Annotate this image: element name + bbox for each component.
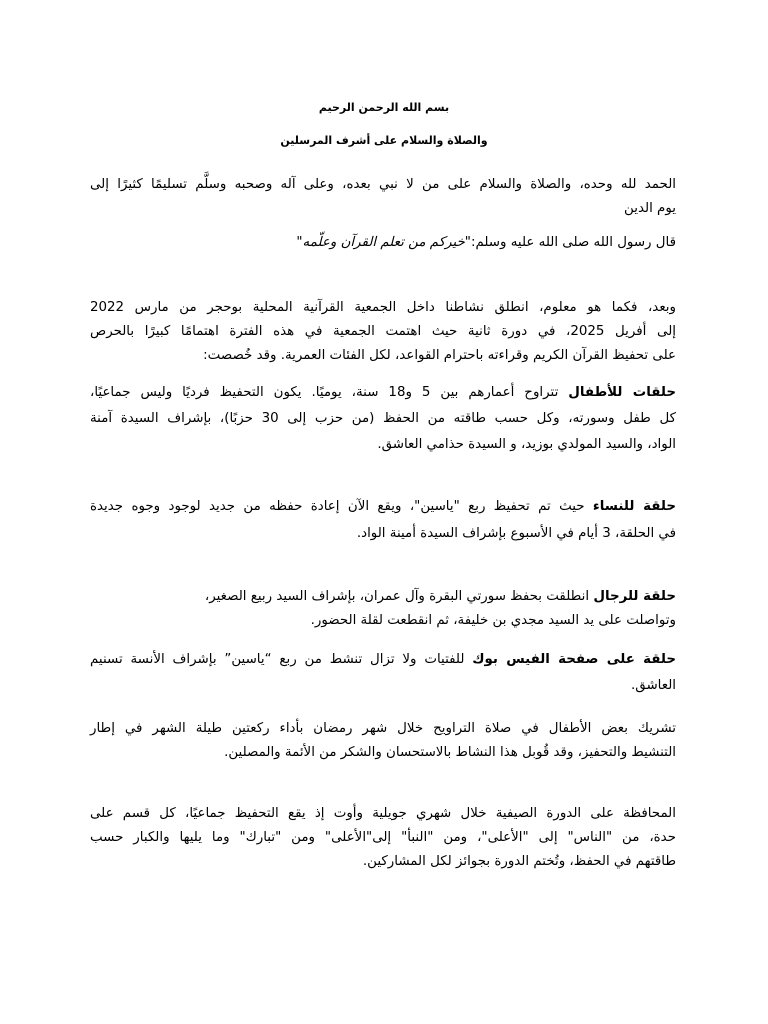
hadith-quote: "خيركم من تعلم القرآن وعلّمه" (296, 235, 471, 250)
facebook-title: حلقة على صفحة الفيس بوك (472, 652, 676, 667)
hamd-line-1: الحمد لله وحده، والصلاة والسلام على من لا نبي بعده، وعلى آله وصحبه وسلَّم تسليمًا كثيرًا إلى (90, 177, 676, 192)
intro-line-1: وبعد، فكما هو معلوم، انطلق نشاطنا داخل الجمعية القرآنية المحلية بوحجر من مارس 2022 (90, 300, 676, 315)
men-text-1: انطلقت بحفظ سورتي البقرة وآل عمران، بإشراف السيد ربيع الصغير، (204, 589, 594, 604)
children-line-3: الواد، والسيد المولدي بوزيد، و السيدة حذامي العاشق. (377, 437, 676, 452)
children-line-1 (90, 383, 676, 403)
facebook-text-1: للفتيات ولا تزال تنشط من ربع “ياسين” بإشراف الأنسة تسنيم (90, 652, 473, 667)
facebook-line-2: العاشق. (631, 678, 676, 693)
women-text-1: حيث تم تحفيظ ربع "ياسين"، ويقع الآن إعادة حفظه من جديد لوجود وجوه جديدة (90, 499, 593, 514)
children-text-1: تتراوح أعمارهم بين 5 و18 سنة، يوميًا. يكون التحفيظ فرديًا وليس جماعيًا، (90, 385, 569, 400)
men-line-2: وتواصلت على يد السيد مجدي بن خليفة، ثم انقطعت لقلة الحضور. (310, 613, 676, 628)
women-line-1 (90, 497, 676, 517)
summer-line-3: طاقتهم في الحفظ، وتُختم الدورة بجوائز لكل المشاركين. (362, 854, 676, 869)
children-line-2: كل طفل وسورته، وكل حسب طاقته من الحفظ (من حزب إلى 30 حزبًا)، بإشراف السيدة آمنة (90, 411, 676, 426)
salat-text: والصلاة والسلام على أشرف المرسلين (280, 134, 488, 147)
basmala-heading (0, 98, 768, 118)
summer-line-2: حدة، من "الناس" إلى "الأعلى"، ومن "النبأ" إلى"الأعلى" ومن "تبارك" وما يليها والكبار حسب (90, 830, 676, 845)
hadith-intro: قال رسول الله صلى الله عليه وسلم: (470, 235, 676, 250)
basmala-text: بسم الله الرحمن الرحيم (318, 101, 450, 114)
tarawih-line-2: التنشيط والتحفيز، وقد قُوبل هذا النشاط بالاستحسان والشكر من الأئمة والمصلين. (224, 745, 676, 760)
intro-line-3: على تحفيظ القرآن الكريم وقراءته باحترام القواعد، لكل الفئات العمرية. وقد خُصصت: (203, 348, 676, 363)
women-title: حلقة للنساء (592, 499, 677, 514)
men-line-1 (205, 587, 676, 607)
men-title: حلقة للرجال (593, 589, 676, 604)
summer-line-1: المحافظة على الدورة الصيفية خلال شهري جويلية وأوت إذ يقع التحفيظ جماعيًا، كل قسم على (90, 806, 676, 821)
women-line-2: في الحلقة، 3 أيام في الأسبوع بإشراف السيدة أمينة الواد. (356, 526, 676, 541)
intro-line-2: إلى أفريل 2025، في دورة ثانية حيث اهتمت الجمعية في هذه الفترة اهتمامًا كبيرًا بالحرص (90, 324, 676, 339)
hamd-line-2: يوم الدين (624, 201, 676, 216)
facebook-line-1 (90, 650, 676, 670)
children-title: حلقات للأطفال (568, 385, 676, 400)
salat-heading (0, 131, 768, 151)
tarawih-line-1: تشريك بعض الأطفال في صلاة التراويح خلال شهر رمضان بأداء ركعتين طيلة الشهر في إطار (90, 721, 676, 736)
hadith-paragraph (296, 233, 676, 253)
